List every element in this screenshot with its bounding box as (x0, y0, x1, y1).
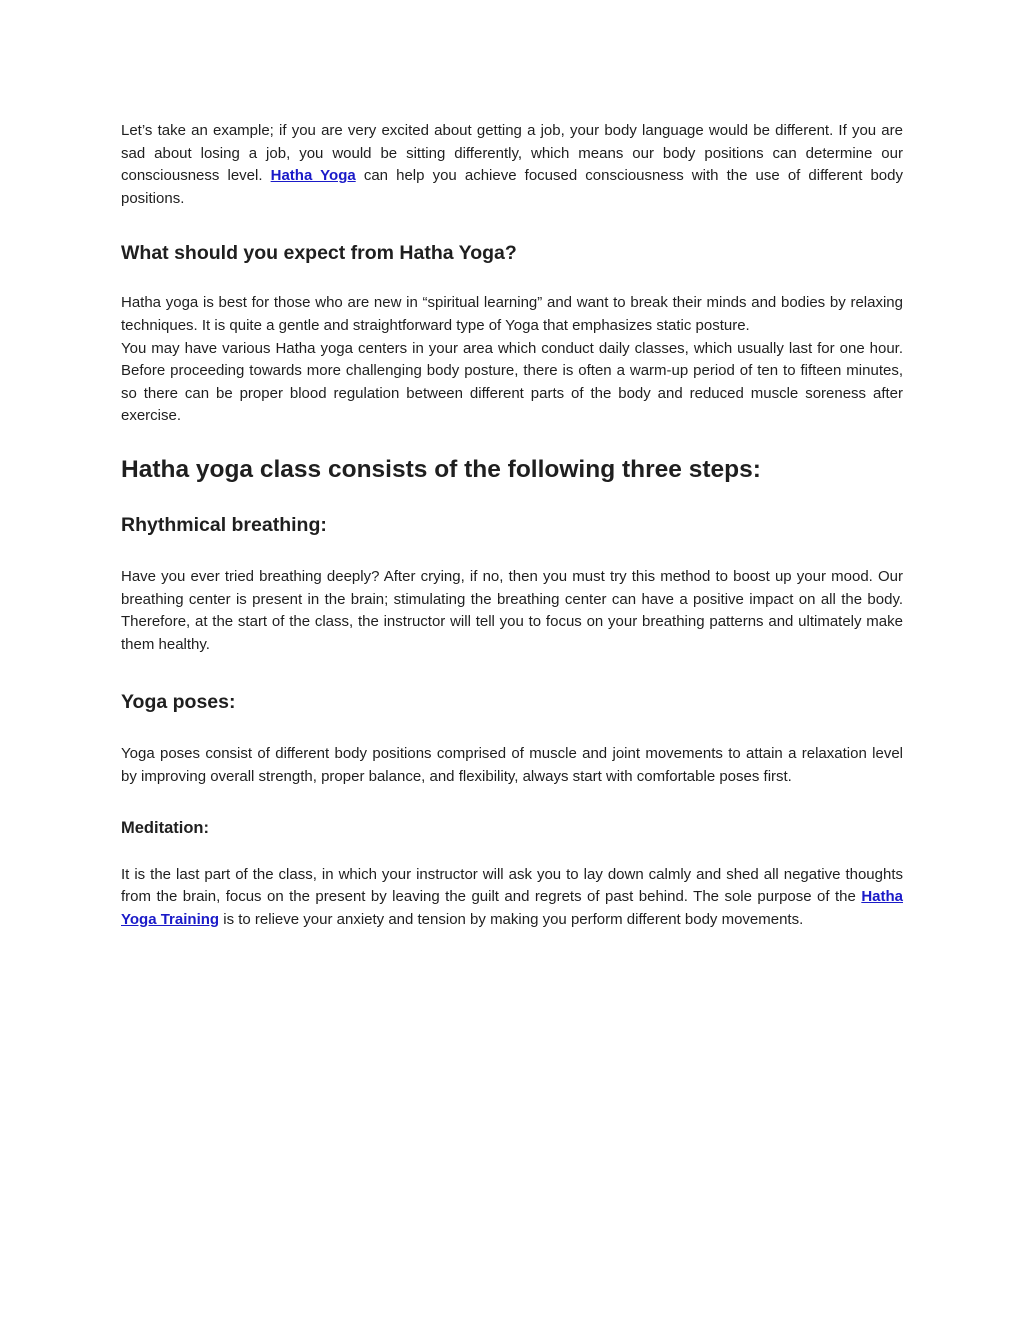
steps-heading: Hatha yoga class consists of the following three steps: (121, 455, 761, 483)
meditation-text-after: is to relieve your anxiety and tension by making you perform different body movements. (223, 910, 804, 928)
poses-heading: Yoga poses: (121, 691, 236, 714)
intro-text-after: can help you achieve focused consciousness with the use of different body positions. (121, 167, 903, 207)
breathing-paragraph: Have you ever tried breathing deeply? After crying, if no, then you must try this method to boost up your mood. Our breathing center is present in the brain; stimulating the breathing center can have a positive impact on all the body. Therefore, at the start of the class, the instructor will tell you to focus on your breathing patterns and ultimately make them healthy. (121, 567, 903, 653)
expect-heading: What should you expect from Hatha Yoga? (121, 242, 517, 265)
intro-text-before: Let’s take an example; if you are very excited about getting a job, your body language would be different. If you are sad about losing a job, you would be sitting differently, which means our body positions can determine our consciousness level. (121, 122, 903, 185)
expect-paragraph-1: Hatha yoga is best for those who are new in “spiritual learning” and want to break their minds and bodies by relaxing techniques. It is quite a gentle and straightforward type of Yoga that emphasizes static posture. (121, 294, 903, 334)
meditation-heading: Meditation: (121, 818, 209, 837)
expect-paragraph-2: You may have various Hatha yoga centers in your area which conduct daily classes, which usually last for one hour. Before proceeding towards more challenging body posture, there is often a warm-up period of ten to fifteen minutes, so there can be proper blood regulation between different parts of the body and reduced muscle soreness after exercise. (121, 339, 903, 425)
breathing-heading: Rhythmical breathing: (121, 513, 327, 536)
meditation-paragraph (121, 864, 903, 932)
hatha-yoga-link[interactable]: Hatha Yoga (270, 167, 356, 185)
document-page (121, 120, 903, 931)
intro-paragraph (121, 120, 903, 210)
hatha-yoga-training-link[interactable]: Hatha Yoga Training (121, 888, 903, 928)
poses-paragraph: Yoga poses consist of different body positions comprised of muscle and joint movements to attain a relaxation level by improving overall strength, proper balance, and flexibility, always start with comfortable poses first. (121, 745, 903, 785)
meditation-text-before: It is the last part of the class, in which your instructor will ask you to lay down calmly and shed all negative thoughts from the brain, focus on the present by leaving the guilt and regrets of past behind. The sole purpose of the (121, 865, 903, 906)
